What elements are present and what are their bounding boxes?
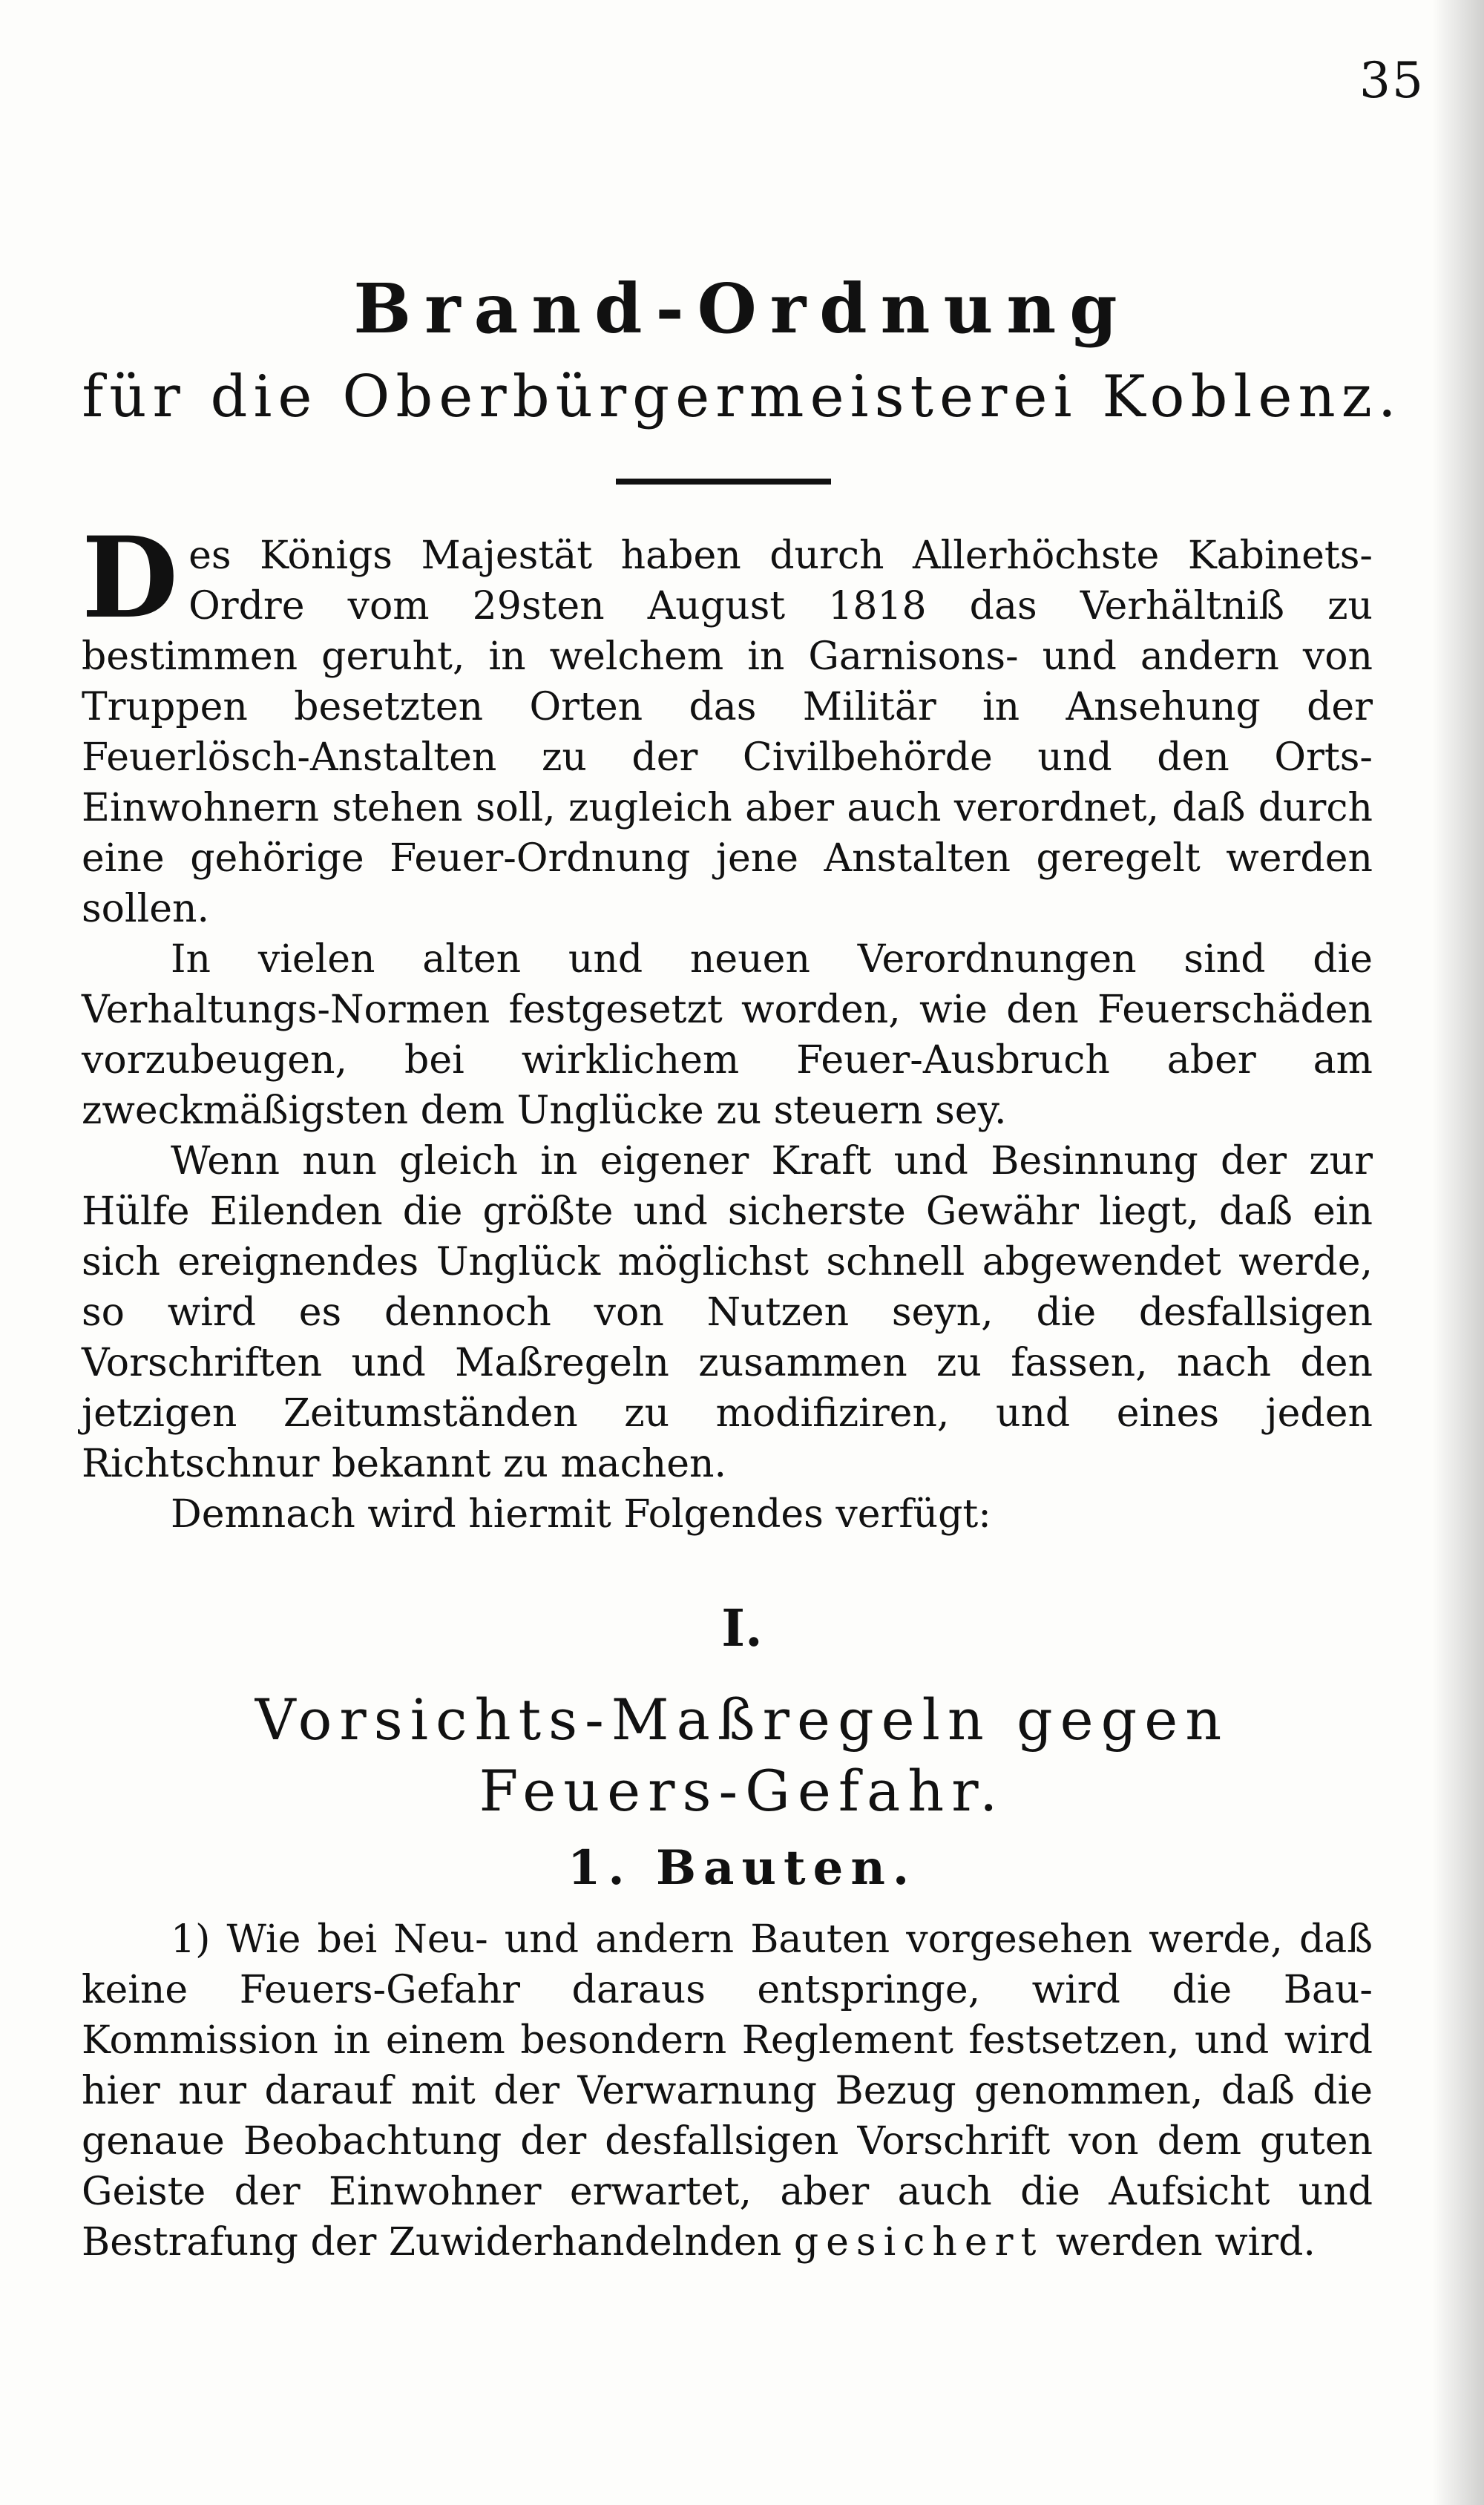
- intro-text: [82, 513, 1373, 1540]
- drop-cap: D: [82, 513, 179, 643]
- section-paragraph-1-start: 1) Wie bei Neu- und andern Bauten vorgesehen werde, daß keine Feuers-Gefahr daraus entspringe, wird die Bau-Kommission in einem besondern Reglement festsetzen, und wird hier nur darauf mit der Verwarnung Bezug genommen, daß die genaue Beobachtung der desfallsigen Vorschrift von dem guten Geiste der Einwohner erwartet, aber auch die Aufsicht und Bestrafung der Zuwiderhandelnden: [82, 1917, 1373, 2265]
- page-subtitle: für die Oberbürgermeisterei Koblenz.: [82, 364, 1402, 430]
- page-title: Brand-Ordnung: [353, 269, 1131, 349]
- section-text: [82, 1914, 1373, 2268]
- title-divider: [616, 479, 831, 485]
- intro-paragraph-4: Demnach wird hiermit Folgendes verfügt:: [171, 1492, 991, 1537]
- intro-paragraph-2: In vielen alten und neuen Verordnungen sind die Verhaltungs-Normen festgesetzt worden, wie den Feuerschäden vorzubeugen, bei wirklichem Feuer-Ausbruch aber am zweckmäßigsten dem Unglücke zu steuern sey.: [82, 937, 1373, 1133]
- intro-paragraph-1-text: es Königs Majestät haben durch Allerhöchste Kabinets-Ordre vom 29sten August 1818 das Verhältniß zu bestimmen geruht, in welchem in Garnisons- und andern von Truppen besetzten Orten das Militär in Ansehung der Feuerlösch-Anstalten zu der Civilbehörde und den Orts-Einwohnern stehen soll, zugleich aber auch verordnet, daß durch eine gehörige Feuer-Ordnung jene Anstalten geregelt werden sollen.: [82, 533, 1373, 931]
- section-paragraph-1-end: werden wird.: [1055, 2220, 1316, 2265]
- section-heading: Vorsichts-Maßregeln gegen Feuers-Gefahr.: [255, 1687, 1229, 1824]
- intro-paragraph-3: Wenn nun gleich in eigener Kraft und Besinnung der zur Hülfe Eilenden die größte und sicherste Gewähr liegt, daß ein sich ereignendes Unglück möglichst schnell abgewendet werde, so wird es dennoch von Nutzen seyn, die desfallsigen Vorschriften und Maßregeln zusammen zu fassen, nach den jetzigen Zeitumständen zu modifiziren, und eines jeden Richtschnur bekannt zu machen.: [82, 1139, 1373, 1486]
- section-number: I.: [721, 1599, 763, 1658]
- page-number: 35: [1359, 52, 1425, 109]
- subsection-heading: 1. Bauten.: [567, 1840, 917, 1896]
- emphasized-word: gesichert: [793, 2220, 1044, 2265]
- intro-paragraph-1: [82, 513, 1373, 934]
- section-paragraph-1: [82, 1914, 1373, 2268]
